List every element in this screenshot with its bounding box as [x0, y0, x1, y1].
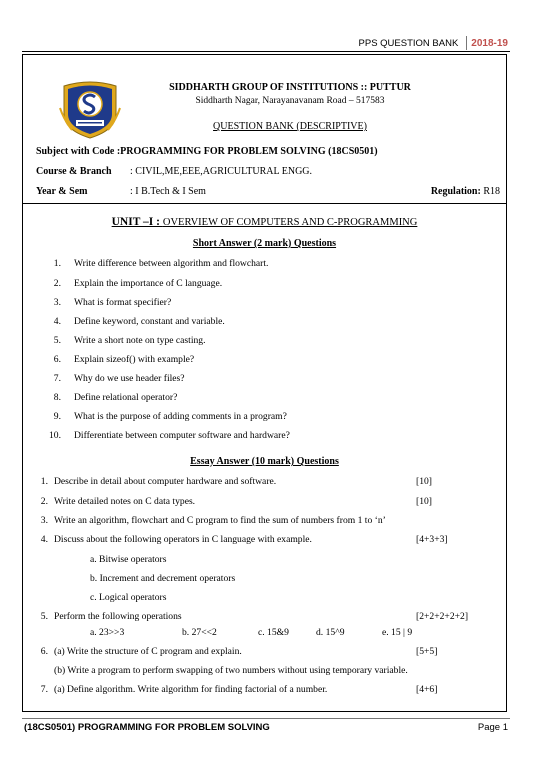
- course-row: [36, 166, 312, 177]
- regulation: [431, 186, 500, 197]
- question-number: 7.: [53, 373, 61, 384]
- question-marks: [5+5]: [416, 646, 438, 657]
- meta-rule: [22, 203, 507, 204]
- question-number: 6.: [40, 646, 48, 657]
- question-text: Explain sizeof() with example?: [74, 354, 195, 365]
- question-marks: [2+2+2+2+2]: [416, 611, 469, 622]
- question-number: 4.: [40, 534, 48, 545]
- essay-question: [36, 646, 438, 657]
- question-marks: [10]: [416, 496, 432, 507]
- question-text: Write an algorithm, flowchart and C program to find the sum of numbers from 1 to ‘n’: [54, 515, 386, 526]
- running-header: [359, 36, 508, 50]
- header-title: PPS QUESTION BANK: [358, 37, 459, 49]
- question-number: 10.: [49, 430, 61, 441]
- question-text: What is format specifier?: [74, 297, 172, 308]
- header-year: 2018-19: [471, 37, 508, 49]
- short-question: [36, 278, 222, 289]
- unit-prefix: UNIT –I :: [111, 216, 163, 228]
- institution-name: SIDDHARTH GROUP OF INSTITUTIONS :: PUTTUR: [169, 82, 411, 93]
- course-label: Course & Branch: [36, 166, 112, 177]
- question-text: Write difference between algorithm and flowchart.: [74, 258, 269, 269]
- question-text: Explain the importance of C language.: [74, 278, 223, 289]
- question-number: 9.: [53, 411, 61, 422]
- institution-logo: [58, 80, 122, 140]
- question-6b: (b) Write a program to perform swapping of two numbers without using temporary variable.: [54, 665, 408, 676]
- footer-page-number: Page 1: [477, 722, 508, 733]
- question-number: 2.: [53, 278, 61, 289]
- short-question: [36, 392, 177, 403]
- question-marks: [4+6]: [416, 684, 438, 695]
- year-value: : I B.Tech & I Sem: [130, 186, 206, 197]
- question-text: Differentiate between computer software and hardware?: [74, 430, 290, 441]
- institution-address: Siddharth Nagar, Narayanavanam Road – 517583: [195, 96, 385, 106]
- question-text: Describe in detail about computer hardware and software.: [54, 476, 277, 487]
- essay-question: [36, 534, 448, 545]
- essay-question: [36, 611, 469, 622]
- short-question: [36, 373, 185, 384]
- short-question: [36, 258, 268, 269]
- operator-subitem: a. Bitwise operators: [90, 554, 167, 565]
- question-text: Discuss about the following operators in C language with example.: [54, 534, 312, 545]
- regulation-value: R18: [480, 186, 500, 197]
- question-text: Why do we use header files?: [74, 373, 185, 384]
- short-answer-title: Short Answer (2 mark) Questions: [192, 238, 337, 249]
- subject-value: PROGRAMMING FOR PROBLEM SOLVING (18CS0501): [120, 146, 378, 157]
- essay-question: [36, 476, 432, 487]
- question-number: 4.: [53, 316, 61, 327]
- question-number: 8.: [53, 392, 61, 403]
- document-title: QUESTION BANK (DESCRIPTIVE): [213, 121, 367, 132]
- question-text: Perform the following operations: [54, 611, 182, 622]
- question-number: 6.: [53, 354, 61, 365]
- unit-title: OVERVIEW OF COMPUTERS AND C-PROGRAMMING: [162, 217, 418, 228]
- header-separator: [466, 36, 467, 50]
- question-text: Write a short note on type casting.: [74, 335, 206, 346]
- question-text: What is the purpose of adding comments in a program?: [74, 411, 287, 422]
- short-question: [36, 297, 171, 308]
- short-question: [36, 430, 290, 441]
- operation-item: e. 15 | 9: [382, 627, 413, 638]
- operator-subitem: c. Logical operators: [90, 592, 167, 603]
- question-text: (a) Define algorithm. Write algorithm for finding factorial of a number.: [54, 684, 328, 695]
- question-number: 7.: [40, 684, 48, 695]
- essay-question: [36, 496, 432, 507]
- question-number: 1.: [40, 476, 48, 487]
- operation-item: a. 23>>3: [90, 627, 125, 638]
- header-rule: [22, 51, 510, 52]
- essay-question: [36, 684, 438, 695]
- operation-item: c. 15&9: [258, 627, 289, 638]
- subject-label: Subject with Code :: [36, 146, 121, 157]
- question-text: (a) Write the structure of C program and explain.: [54, 646, 242, 657]
- operation-item: d. 15^9: [316, 627, 345, 638]
- question-number: 5.: [40, 611, 48, 622]
- question-text: Write detailed notes on C data types.: [54, 496, 196, 507]
- footer-course: (18CS0501) PROGRAMMING FOR PROBLEM SOLVING: [24, 722, 270, 733]
- short-question: [36, 335, 206, 346]
- question-text: Define relational operator?: [74, 392, 178, 403]
- question-number: 5.: [53, 335, 61, 346]
- regulation-label: Regulation:: [430, 186, 481, 197]
- subject-row: [36, 146, 378, 157]
- question-number: 2.: [40, 496, 48, 507]
- short-question: [36, 316, 225, 327]
- operator-subitem: b. Increment and decrement operators: [90, 573, 236, 584]
- question-marks: [4+3+3]: [416, 534, 448, 545]
- question-text: Define keyword, constant and variable.: [74, 316, 225, 327]
- year-row: [36, 186, 498, 197]
- unit-heading: [22, 216, 507, 228]
- essay-answer-title: Essay Answer (10 mark) Questions: [190, 456, 339, 467]
- question-number: 3.: [40, 515, 48, 526]
- short-question: [36, 411, 287, 422]
- short-question: [36, 354, 194, 365]
- question-number: 1.: [53, 258, 61, 269]
- course-value: : CIVIL,ME,EEE,AGRICULTURAL ENGG.: [130, 166, 313, 177]
- essay-question: [36, 515, 386, 526]
- question-number: 3.: [53, 297, 61, 308]
- operation-item: b. 27<<2: [182, 627, 217, 638]
- footer-rule: [22, 718, 510, 719]
- question-marks: [10]: [416, 476, 432, 487]
- year-label: Year & Sem: [36, 186, 88, 197]
